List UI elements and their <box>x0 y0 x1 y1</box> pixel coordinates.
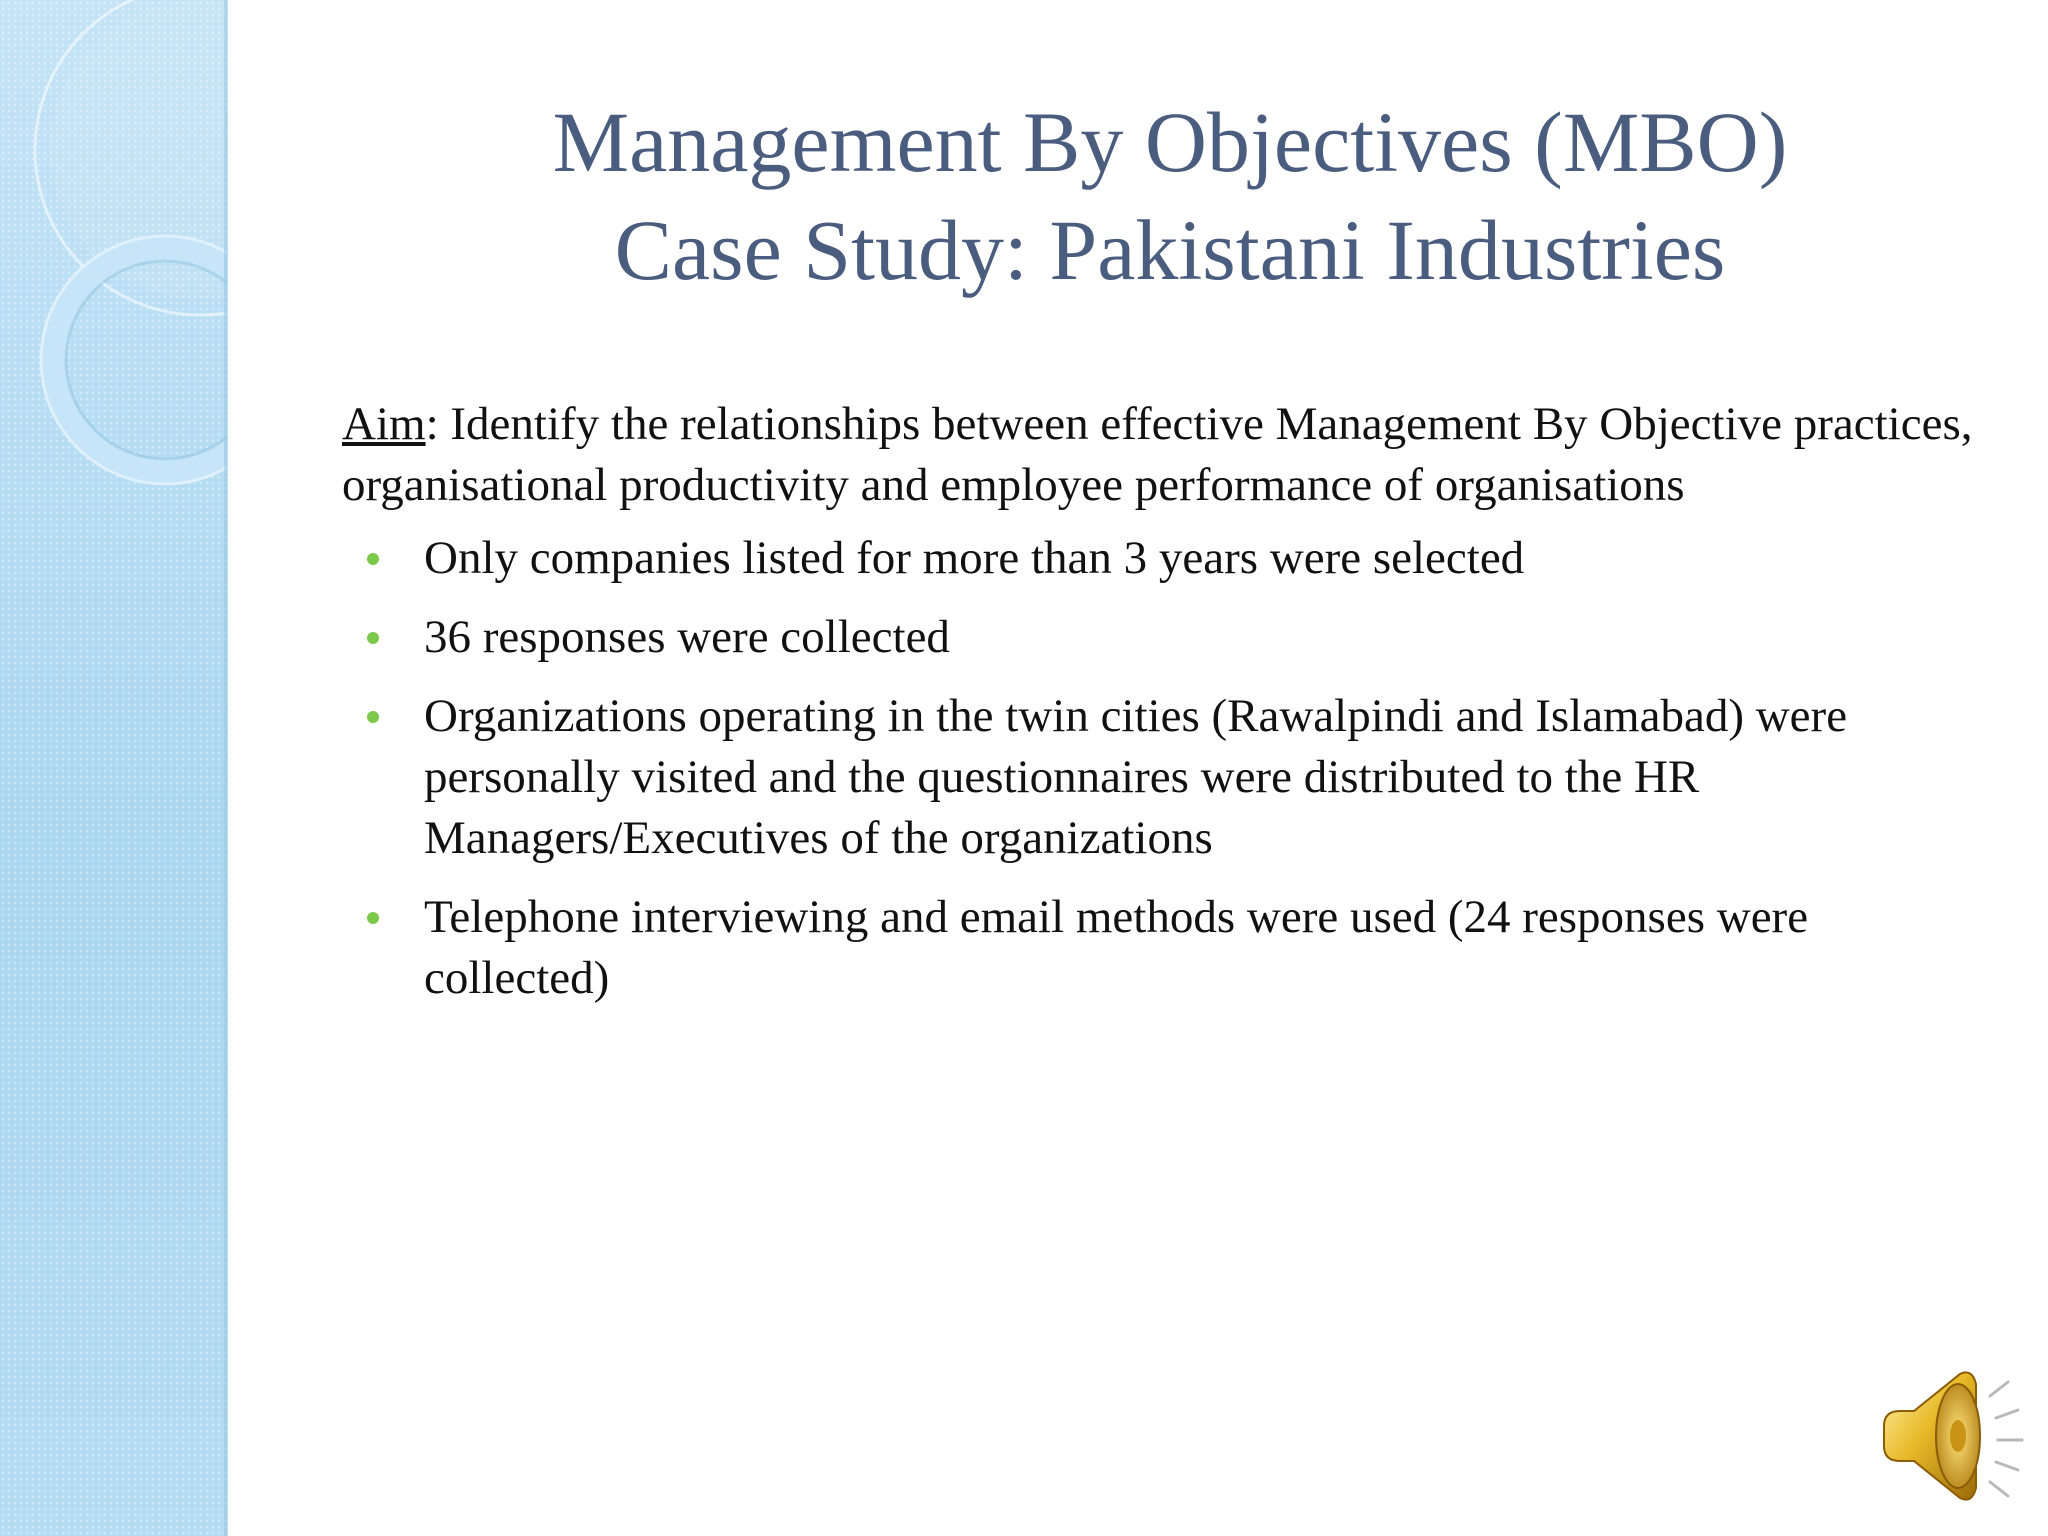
bullet-text: 36 responses were collected <box>424 611 950 663</box>
decorative-circles <box>0 0 227 520</box>
slide-title <box>290 88 2048 304</box>
speaker-icon[interactable] <box>1872 1356 2032 1516</box>
side-decoration-band <box>0 0 227 1536</box>
slide-body <box>342 394 1982 1027</box>
bullet-text: Telephone interviewing and email methods were used (24 responses were collected) <box>424 891 1809 1004</box>
aim-label: Aim <box>342 398 426 450</box>
title-line-1: Management By Objectives (MBO) <box>552 94 1788 190</box>
bullet-item <box>342 528 1982 589</box>
bullet-list <box>342 528 1982 1009</box>
bullet-item <box>342 686 1982 869</box>
bullet-item <box>342 607 1982 668</box>
bullet-dot-icon <box>367 912 379 924</box>
bullet-item <box>342 887 1982 1009</box>
side-band-edge <box>224 0 228 1536</box>
aim-text: : Identify the relationships between effective Management By Objective practices, organisational productivity and employee performance of organisations <box>342 398 1973 511</box>
bullet-text: Only companies listed for more than 3 years were selected <box>424 532 1525 584</box>
bullet-dot-icon <box>367 711 379 723</box>
bullet-dot-icon <box>367 632 379 644</box>
speaker-icon-graphic <box>1872 1356 2032 1516</box>
bullet-text: Organizations operating in the twin cities (Rawalpindi and Islamabad) were personally visited and the questionnaires were distributed to the HR Managers/Executives of the organizations <box>424 690 1848 864</box>
bullet-dot-icon <box>367 553 379 565</box>
title-line-2: Case Study: Pakistani Industries <box>614 202 1726 298</box>
aim-paragraph <box>342 394 1982 516</box>
